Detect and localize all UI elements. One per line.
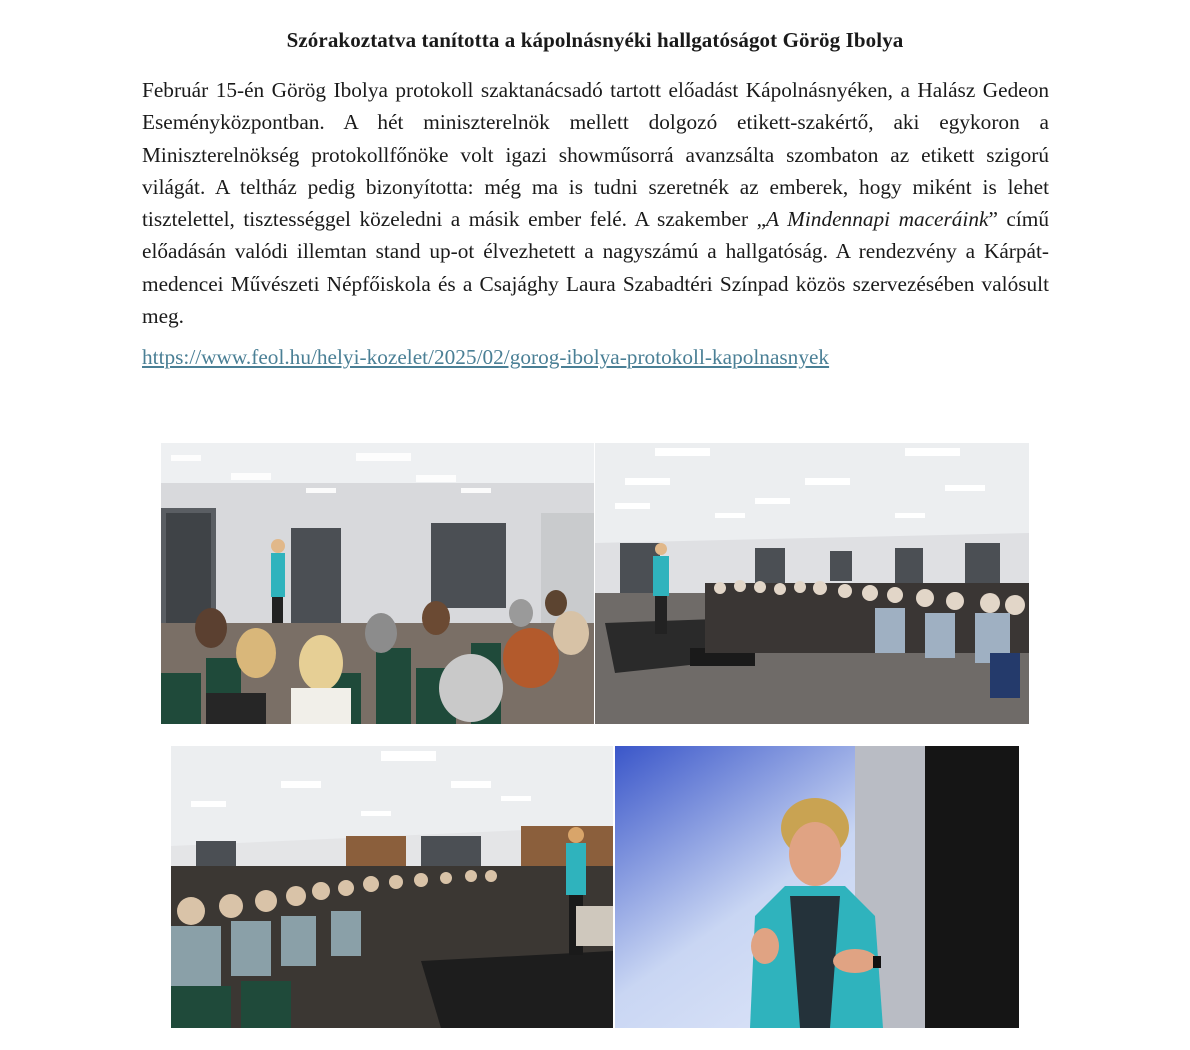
photo-full-audience-stage: [171, 746, 613, 1028]
article-body: [142, 74, 1049, 332]
article-body-text-1: Február 15-én Görög Ibolya protokoll szaktanácsadó tartott előadást Kápolnásnyéken, a Halász Gedeon Eseményközpontban. A hét miniszterelnök mellett dolgozó etikett-szakértő, aki egykoron a Miniszterelnökség protokollfőnöke volt igazi showműsorrá avanzsálta szombaton az etikett szigorú világát. A teltház pedig bizonyította: még ma is tudni szeretnék az emberek, hogy miként is lehet tisztelettel, tisztességgel közeledni a másik ember felé. A szakember „: [142, 78, 1049, 232]
photo-speaker-closeup: [615, 746, 1019, 1028]
photo-speaker-front-rows: [161, 443, 594, 724]
lecture-title: A Mindennapi maceráink: [766, 207, 989, 232]
source-link[interactable]: https://www.feol.hu/helyi-kozelet/2025/02/gorog-ibolya-protokoll-kapolnasnyek: [142, 345, 830, 369]
article-title: Szórakoztatva tanította a kápolnásnyéki hallgatóságot Görög Ibolya: [286, 28, 904, 52]
photo-wide-hall-stage: [595, 443, 1029, 724]
article-body-text-2: ” című előadásán valódi illemtan stand up-ot élvezhetett a nagyszámú a hallgatóság. A rendezvény a Kárpát-medencei Művészeti Népfőiskola és a Csajághy Laura Szabadtéri Színpad közös szervezésében valósult meg.: [142, 207, 1049, 329]
